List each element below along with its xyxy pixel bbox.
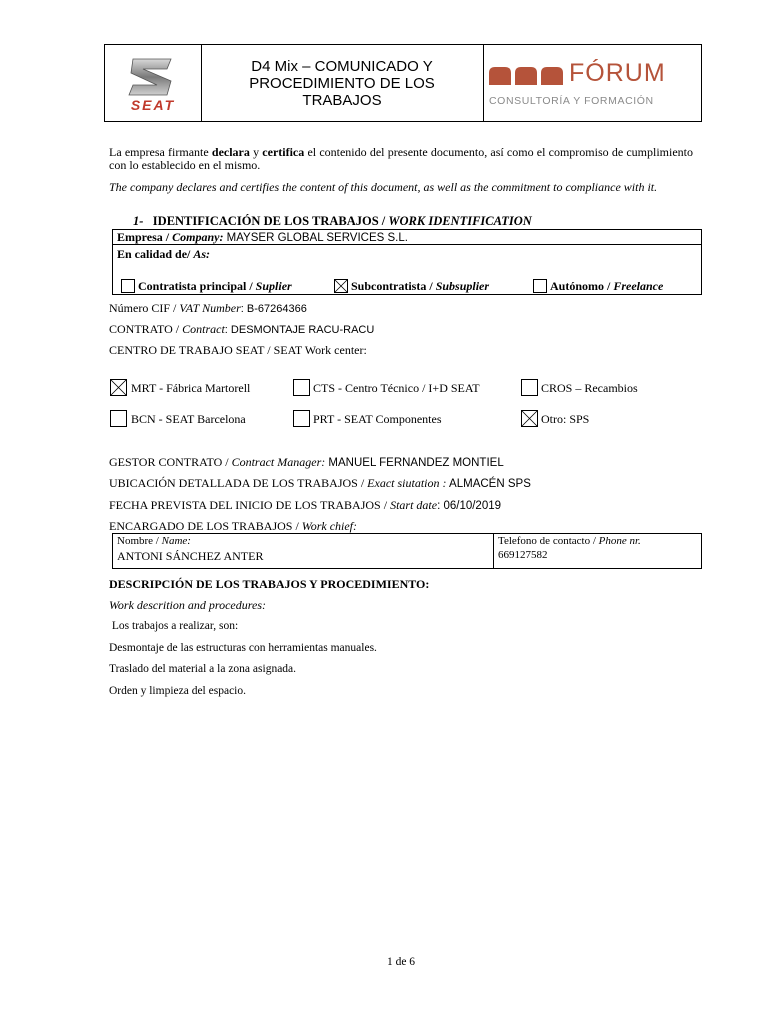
checked-x-icon — [335, 280, 347, 292]
as-label-en: As: — [193, 247, 211, 261]
contract-label-en: Contract — [182, 322, 225, 336]
checkbox-contratista-principal[interactable] — [121, 279, 135, 293]
checkbox-center-mrt[interactable] — [110, 379, 127, 396]
description-line-3: Traslado del material a la zona asignada. — [109, 663, 297, 675]
manager-label-en: Contract Manager: — [231, 455, 326, 469]
description-heading: DESCRIPCIÓN DE LOS TRABAJOS Y PROCEDIMIENTO: — [109, 577, 430, 591]
checkbox-center-cros[interactable] — [521, 379, 538, 396]
company-label: Empresa / — [117, 230, 173, 244]
section-number: 1- — [133, 214, 144, 228]
page-number: 1 de 6 — [386, 956, 416, 968]
checkbox-center-prt[interactable] — [293, 410, 310, 427]
center-cts-label: CTS - Centro Técnico / I+D SEAT — [313, 381, 480, 395]
option-subcontratista — [351, 279, 489, 293]
intro-certifica: certifica — [262, 145, 305, 159]
seat-logo-text: SEAT — [130, 97, 176, 113]
forum-logo-word: FÓRUM — [569, 59, 666, 87]
header-title — [201, 45, 484, 121]
company-value: MAYSER GLOBAL SERVICES S.L. — [223, 232, 408, 244]
document-header — [104, 44, 702, 122]
section-title-en: WORK IDENTIFICATION — [388, 214, 532, 228]
center-otro-label: Otro: SPS — [541, 412, 590, 426]
company-row — [117, 230, 408, 245]
checked-x-icon — [522, 411, 537, 426]
manager-value: MANUEL FERNANDEZ MONTIEL — [325, 457, 504, 469]
seat-emblem-icon — [127, 57, 177, 97]
cif-value: : B-67264366 — [240, 303, 307, 315]
work-chief-label: ENCARGADO DE LOS TRABAJOS / — [109, 519, 302, 533]
manager-field — [109, 455, 504, 470]
company-label-en: Company: — [172, 230, 224, 244]
section-title: IDENTIFICACIÓN DE LOS TRABAJOS / — [152, 214, 389, 228]
start-date-label: FECHA PREVISTA DEL INICIO DE LOS TRABAJOS / — [109, 498, 391, 512]
option-2-label-en: Subsuplier — [435, 279, 490, 293]
seat-logo — [105, 45, 202, 121]
center-cros-label: CROS – Recambios — [541, 381, 638, 395]
cif-label-en: VAT Number — [179, 301, 241, 315]
name-label: Nombre / — [117, 535, 162, 547]
cif-label: Número CIF / — [109, 301, 180, 315]
option-2-label: Subcontratista / — [351, 279, 436, 293]
as-label: En calidad de/ — [117, 247, 194, 261]
section-1-heading — [133, 214, 532, 228]
intro-paragraph-en: The company declares and certifies the content of this document, as well as the commitment to compliance with it. — [109, 180, 658, 194]
checkbox-center-cts[interactable] — [293, 379, 310, 396]
location-label-en: Exact siutation : — [367, 476, 447, 490]
cif-field — [109, 301, 307, 316]
intro-text-c: y — [249, 145, 263, 159]
option-1-label-en: Suplier — [255, 279, 292, 293]
location-value: ALMACÉN SPS — [446, 478, 531, 490]
description-line-4: Orden y limpieza del espacio. — [109, 685, 246, 697]
location-label: UBICACIÓN DETALLADA DE LOS TRABAJOS / — [109, 476, 368, 490]
work-chief-box-divider — [493, 534, 494, 568]
work-chief-label-en: Work chief: — [301, 519, 358, 533]
option-autonomo — [550, 279, 663, 293]
contract-label: CONTRATO / — [109, 322, 183, 336]
company-box — [112, 229, 702, 295]
checkbox-center-bcn[interactable] — [110, 410, 127, 427]
checkbox-autonomo[interactable] — [533, 279, 547, 293]
phone-label-cell — [498, 535, 641, 548]
checked-x-icon — [111, 380, 126, 395]
description-line-1: Los trabajos a realizar, son: — [109, 620, 239, 632]
location-field — [109, 476, 531, 491]
phone-label: Telefono de contacto / — [498, 535, 599, 547]
name-label-cell — [117, 535, 191, 548]
title-line-2: PROCEDIMIENTO DE LOS — [249, 74, 435, 92]
forum-logo-subtitle: CONSULTORÍA Y FORMACIÓN — [489, 95, 654, 107]
option-3-label: Autónomo / — [550, 279, 614, 293]
center-prt-label: PRT - SEAT Componentes — [313, 412, 442, 426]
intro-text-a: La empresa firmante — [109, 145, 212, 159]
start-date-label-en: Start date — [390, 498, 438, 512]
option-3-label-en: Freelance — [613, 279, 664, 293]
work-chief-box — [112, 533, 702, 569]
forum-logo-icon — [489, 67, 565, 85]
start-date-field — [109, 498, 501, 513]
checkbox-subcontratista[interactable] — [334, 279, 348, 293]
intro-text-e: el contenido del presente documento, así como el compromiso de cumplimiento con lo establecido en el mismo. — [109, 145, 694, 172]
intro-declara: declara — [211, 145, 250, 159]
name-value: ANTONI SÁNCHEZ ANTER — [117, 549, 264, 563]
checkbox-center-otro[interactable] — [521, 410, 538, 427]
work-chief-field — [109, 519, 357, 533]
title-line-3: TRABAJOS — [302, 91, 382, 109]
forum-logo — [483, 45, 701, 121]
start-date-value: : 06/10/2019 — [437, 500, 502, 512]
option-1-label: Contratista principal / — [138, 279, 256, 293]
option-contratista-principal — [138, 279, 292, 293]
phone-label-en: Phone nr. — [598, 535, 641, 547]
phone-value: 669127582 — [498, 549, 548, 561]
work-center-label: CENTRO DE TRABAJO SEAT / SEAT Work center: — [109, 343, 367, 357]
description-line-2: Desmontaje de las estructuras con herramientas manuales. — [109, 642, 377, 654]
description-subheading: Work descrition and procedures: — [109, 598, 266, 612]
contract-field — [109, 322, 374, 337]
as-row — [117, 247, 210, 261]
center-mrt-label: MRT - Fábrica Martorell — [131, 381, 251, 395]
contract-value: : DESMONTAJE RACU-RACU — [224, 324, 375, 336]
title-line-1: D4 Mix – COMUNICADO Y — [251, 57, 433, 75]
center-bcn-label: BCN - SEAT Barcelona — [131, 412, 246, 426]
intro-paragraph-es — [109, 146, 693, 172]
manager-label: GESTOR CONTRATO / — [109, 455, 232, 469]
name-label-en: Name: — [161, 535, 191, 547]
